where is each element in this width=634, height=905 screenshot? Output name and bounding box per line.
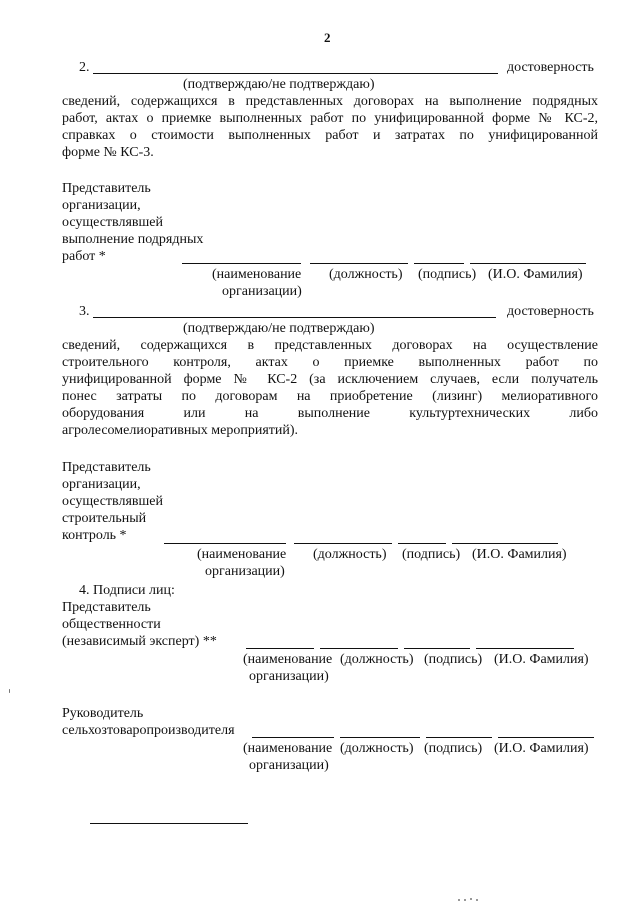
head-caption-name: (наименование <box>243 741 333 756</box>
scan-artifact-left <box>9 689 10 693</box>
section2-line-3: справках о стоимости выполненных работ и затратах по унифицированной <box>62 128 598 143</box>
head-signature-field[interactable] <box>426 737 492 738</box>
public-rep-caption-signature: (подпись) <box>424 652 483 667</box>
section3-line-5: оборудования или на выполнение культуртехнических либо <box>62 406 598 421</box>
rep-contractor-caption-position: (должность) <box>329 267 403 282</box>
section2-caption: (подтверждаю/не подтверждаю) <box>183 77 375 92</box>
public-rep-org-field[interactable] <box>246 648 314 649</box>
rep-control-org-field[interactable] <box>164 543 286 544</box>
rep-control-caption-signature: (подпись) <box>402 547 461 562</box>
rep-control-caption-name2: организации) <box>205 564 285 579</box>
section2-line-4: форме № КС-3. <box>62 145 154 160</box>
head-fio-field[interactable] <box>498 737 594 738</box>
rep-control-line-4: строительный <box>62 511 147 526</box>
section3-line-3: унифицированной форме № КС-2 (за исключением случаев, если получатель <box>62 372 598 387</box>
rep-control-line-5: контроль * <box>62 528 127 543</box>
section3-confirm-field[interactable] <box>93 317 496 318</box>
public-rep-caption-fio: (И.О. Фамилия) <box>494 652 589 667</box>
rep-contractor-line-2: организации, <box>62 198 141 213</box>
section3-line-2: строительного контроля, актах о приемке выполненных работ по <box>62 355 598 370</box>
rep-control-line-1: Представитель <box>62 460 151 475</box>
head-org-field[interactable] <box>252 737 334 738</box>
head-position-field[interactable] <box>340 737 420 738</box>
public-rep-caption-name: (наименование <box>243 652 333 667</box>
rep-control-line-2: организации, <box>62 477 141 492</box>
scan-artifact-bottom-1 <box>458 899 460 901</box>
rep-contractor-caption-signature: (подпись) <box>418 267 477 282</box>
rep-control-signature-field[interactable] <box>398 543 446 544</box>
rep-contractor-org-field[interactable] <box>182 263 301 264</box>
rep-contractor-line-4: выполнение подрядных <box>62 232 204 247</box>
head-caption-signature: (подпись) <box>424 741 483 756</box>
public-rep-caption-name2: организации) <box>249 669 329 684</box>
scan-artifact-bottom-3 <box>470 898 472 900</box>
section3-caption: (подтверждаю/не подтверждаю) <box>183 321 375 336</box>
page-number: 2 <box>324 30 331 45</box>
scan-artifact-bottom-4 <box>476 899 478 901</box>
rep-control-line-3: осуществлявшей <box>62 494 164 509</box>
rep-contractor-line-3: осуществлявшей <box>62 215 164 230</box>
section2-suffix: достоверность <box>507 60 594 75</box>
section3-number: 3. <box>79 304 90 319</box>
public-rep-line-1: Представитель <box>62 600 151 615</box>
rep-contractor-line-1: Представитель <box>62 181 151 196</box>
section3-line-1: сведений, содержащихся в представленных договорах на осуществление <box>62 338 598 353</box>
section2-number: 2. <box>79 60 90 75</box>
section2-line-1: сведений, содержащихся в представленных договорах на выполнение подрядных <box>62 94 598 109</box>
public-rep-caption-position: (должность) <box>340 652 414 667</box>
scan-artifact-bottom-2 <box>464 899 466 901</box>
head-line-1: Руководитель <box>62 706 144 721</box>
section3-line-6: агролесомелиоративных мероприятий). <box>62 423 299 438</box>
rep-contractor-position-field[interactable] <box>310 263 408 264</box>
rep-contractor-caption-name2: организации) <box>222 284 302 299</box>
rep-control-caption-fio: (И.О. Фамилия) <box>472 547 567 562</box>
section2-line-2: работ, актах о приемке выполненных работ по унифицированной форме № КС-2, <box>62 111 598 126</box>
rep-contractor-caption-name: (наименование <box>212 267 302 282</box>
rep-control-position-field[interactable] <box>294 543 392 544</box>
head-line-2: сельхозтоваропроизводителя <box>62 723 235 738</box>
rep-control-caption-position: (должность) <box>313 547 387 562</box>
head-caption-fio: (И.О. Фамилия) <box>494 741 589 756</box>
rep-control-fio-field[interactable] <box>452 543 558 544</box>
rep-contractor-fio-field[interactable] <box>470 263 586 264</box>
rep-contractor-caption-fio: (И.О. Фамилия) <box>488 267 583 282</box>
head-caption-name2: организации) <box>249 758 329 773</box>
public-rep-signature-field[interactable] <box>404 648 470 649</box>
footnote-separator <box>90 823 248 824</box>
section3-line-4: понес затраты по договорам на приобретение (лизинг) мелиоративного <box>62 389 598 404</box>
public-rep-fio-field[interactable] <box>476 648 574 649</box>
section3-suffix: достоверность <box>507 304 594 319</box>
rep-control-caption-name: (наименование <box>197 547 287 562</box>
public-rep-line-3: (независимый эксперт) ** <box>62 634 217 649</box>
section4-title: 4. Подписи лиц: <box>79 583 175 598</box>
public-rep-position-field[interactable] <box>320 648 398 649</box>
rep-contractor-signature-field[interactable] <box>414 263 464 264</box>
rep-contractor-line-5: работ * <box>62 249 106 264</box>
head-caption-position: (должность) <box>340 741 414 756</box>
section2-confirm-field[interactable] <box>93 73 498 74</box>
public-rep-line-2: общественности <box>62 617 161 632</box>
